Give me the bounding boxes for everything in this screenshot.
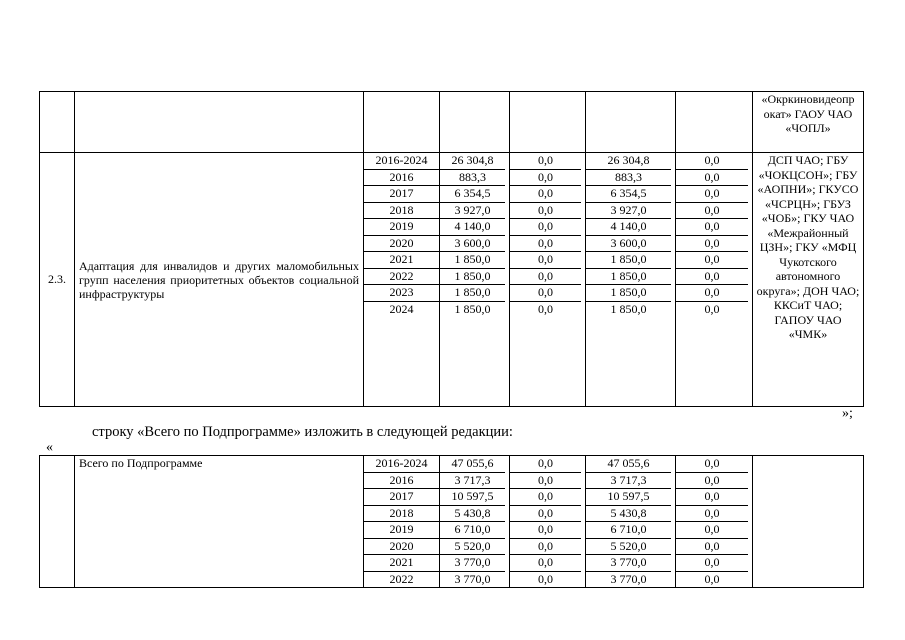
federal-cell: 0,0 [510,236,581,253]
executor-text: «Окркиновидеопр окат» ГАОУ ЧАО «ЧОПЛ» [761,92,855,135]
year-cell: 2024 [389,301,414,316]
total-cell: 10 597,5 [440,489,505,506]
year-cell: 2020 [364,236,439,253]
federal-cell: 0,0 [510,539,581,556]
regional-cell: 26 304,8 [586,153,671,170]
total-column [440,456,510,588]
year-cell: 2021 [364,555,439,572]
year-cell: 2016 [364,473,439,490]
table-row-2-3 [40,153,864,407]
other-cell: 0,0 [676,555,748,572]
regional-column [586,456,676,588]
regional-cell: 883,3 [586,170,671,187]
table-row-continued [40,92,864,153]
other-cell: 0,0 [676,456,748,473]
year-cell: 2022 [364,269,439,286]
federal-cell: 0,0 [538,301,553,316]
federal-cell: 0,0 [510,473,581,490]
description-text: Адаптация для инвалидов и других маломобильных групп населения приоритетных объектов социальной инфраструктуры [79,258,359,301]
federal-cell-empty [510,92,586,153]
other-cell: 0,0 [676,489,748,506]
regional-cell: 6 354,5 [586,186,671,203]
regional-cell-empty [586,92,676,153]
regional-cell: 1 850,0 [586,285,671,302]
regional-cell: 1 850,0 [586,252,671,269]
other-column [676,456,753,588]
federal-cell: 0,0 [510,203,581,220]
year-cell: 2016 [364,170,439,187]
total-cell: 883,3 [440,170,505,187]
other-cell: 0,0 [676,539,748,556]
total-cell: 4 140,0 [440,219,505,236]
description-cell-empty [75,92,364,153]
executor-cell [753,153,864,407]
regional-cell: 10 597,5 [586,489,671,506]
federal-cell: 0,0 [510,522,581,539]
federal-column [510,456,586,588]
federal-cell: 0,0 [510,489,581,506]
regional-cell: 5 430,8 [586,506,671,523]
other-column [676,153,753,407]
federal-column [510,153,586,407]
regional-cell: 5 520,0 [586,539,671,556]
federal-cell: 0,0 [510,555,581,572]
program-table [39,91,864,407]
total-cell: 1 850,0 [454,301,491,316]
other-cell-empty [676,92,753,153]
total-cell: 3 717,3 [440,473,505,490]
other-cell: 0,0 [676,473,748,490]
year-cell: 2020 [364,539,439,556]
total-cell: 1 850,0 [440,269,505,286]
regional-cell: 1 850,0 [610,301,647,316]
regional-cell: 4 140,0 [586,219,671,236]
regional-cell: 3 717,3 [586,473,671,490]
total-column [440,153,510,407]
closing-quote: »; [842,406,853,421]
federal-cell: 0,0 [510,456,581,473]
row-description [75,153,364,407]
federal-cell: 0,0 [510,219,581,236]
total-cell: 6 710,0 [440,522,505,539]
regional-cell: 3 927,0 [586,203,671,220]
other-cell: 0,0 [676,186,748,203]
other-cell: 0,0 [676,203,748,220]
other-cell: 0,0 [704,301,720,316]
total-cell: 3 600,0 [440,236,505,253]
total-label: Всего по Подпрограмме [75,456,364,588]
table-row-total [40,456,864,588]
other-cell: 0,0 [676,252,748,269]
year-cell: 2017 [364,186,439,203]
opening-quote: « [46,440,53,455]
row-index: 2.3. [40,153,75,407]
other-cell: 0,0 [676,269,748,286]
year-cell: 2019 [364,522,439,539]
regional-cell: 1 850,0 [586,269,671,286]
regional-cell: 3 770,0 [586,555,671,572]
other-cell: 0,0 [676,170,748,187]
year-cell: 2016-2024 [364,456,439,473]
year-cell: 2022 [389,571,414,586]
regional-cell: 3 770,0 [610,571,647,586]
total-cell: 3 770,0 [440,555,505,572]
other-cell: 0,0 [676,522,748,539]
federal-cell: 0,0 [510,285,581,302]
executor-text: ДСП ЧАО; ГБУ «ЧОКЦСОН»; ГБУ «АОПНИ»; ГКУСО «ЧСРЦН»; ГБУЗ «ЧОБ»; ГКУ ЧАО «Межрайонный ЦЗН»; ГКУ «МФЦ Чукотского автономного округа»; ДОН ЧАО; ККСиТ ЧАО; ГАПОУ ЧАО «ЧМК» [756,153,860,341]
years-column [364,153,440,407]
federal-cell: 0,0 [510,506,581,523]
instruction-text: строку «Всего по Подпрограмме» изложить в следующей редакции: [92,424,513,440]
total-cell: 47 055,6 [440,456,505,473]
other-cell: 0,0 [676,153,748,170]
other-cell: 0,0 [704,571,720,586]
federal-cell: 0,0 [510,153,581,170]
year-cell: 2021 [364,252,439,269]
other-cell: 0,0 [676,506,748,523]
federal-cell: 0,0 [510,170,581,187]
year-cell: 2018 [364,203,439,220]
total-cell: 3 927,0 [440,203,505,220]
total-cell: 6 354,5 [440,186,505,203]
index-cell-empty [40,456,75,588]
year-cell: 2016-2024 [364,153,439,170]
year-cell: 2018 [364,506,439,523]
year-cell: 2019 [364,219,439,236]
subprogram-total-table [39,455,864,588]
executor-cell [753,92,864,153]
total-cell: 3 770,0 [454,571,491,586]
regional-cell: 3 600,0 [586,236,671,253]
other-cell: 0,0 [676,219,748,236]
regional-cell: 47 055,6 [586,456,671,473]
year-cell: 2023 [364,285,439,302]
other-cell: 0,0 [676,236,748,253]
executor-cell-empty [753,456,864,588]
total-cell-empty [440,92,510,153]
total-cell: 5 430,8 [440,506,505,523]
federal-cell: 0,0 [510,186,581,203]
index-cell-empty [40,92,75,153]
federal-cell: 0,0 [510,252,581,269]
regional-cell: 6 710,0 [586,522,671,539]
total-cell: 1 850,0 [440,285,505,302]
other-cell: 0,0 [676,285,748,302]
year-cell: 2017 [364,489,439,506]
total-cell: 26 304,8 [440,153,505,170]
federal-cell: 0,0 [538,571,553,586]
years-cell-empty [364,92,440,153]
regional-column [586,153,676,407]
federal-cell: 0,0 [510,269,581,286]
years-column [364,456,440,588]
total-cell: 5 520,0 [440,539,505,556]
total-cell: 1 850,0 [440,252,505,269]
